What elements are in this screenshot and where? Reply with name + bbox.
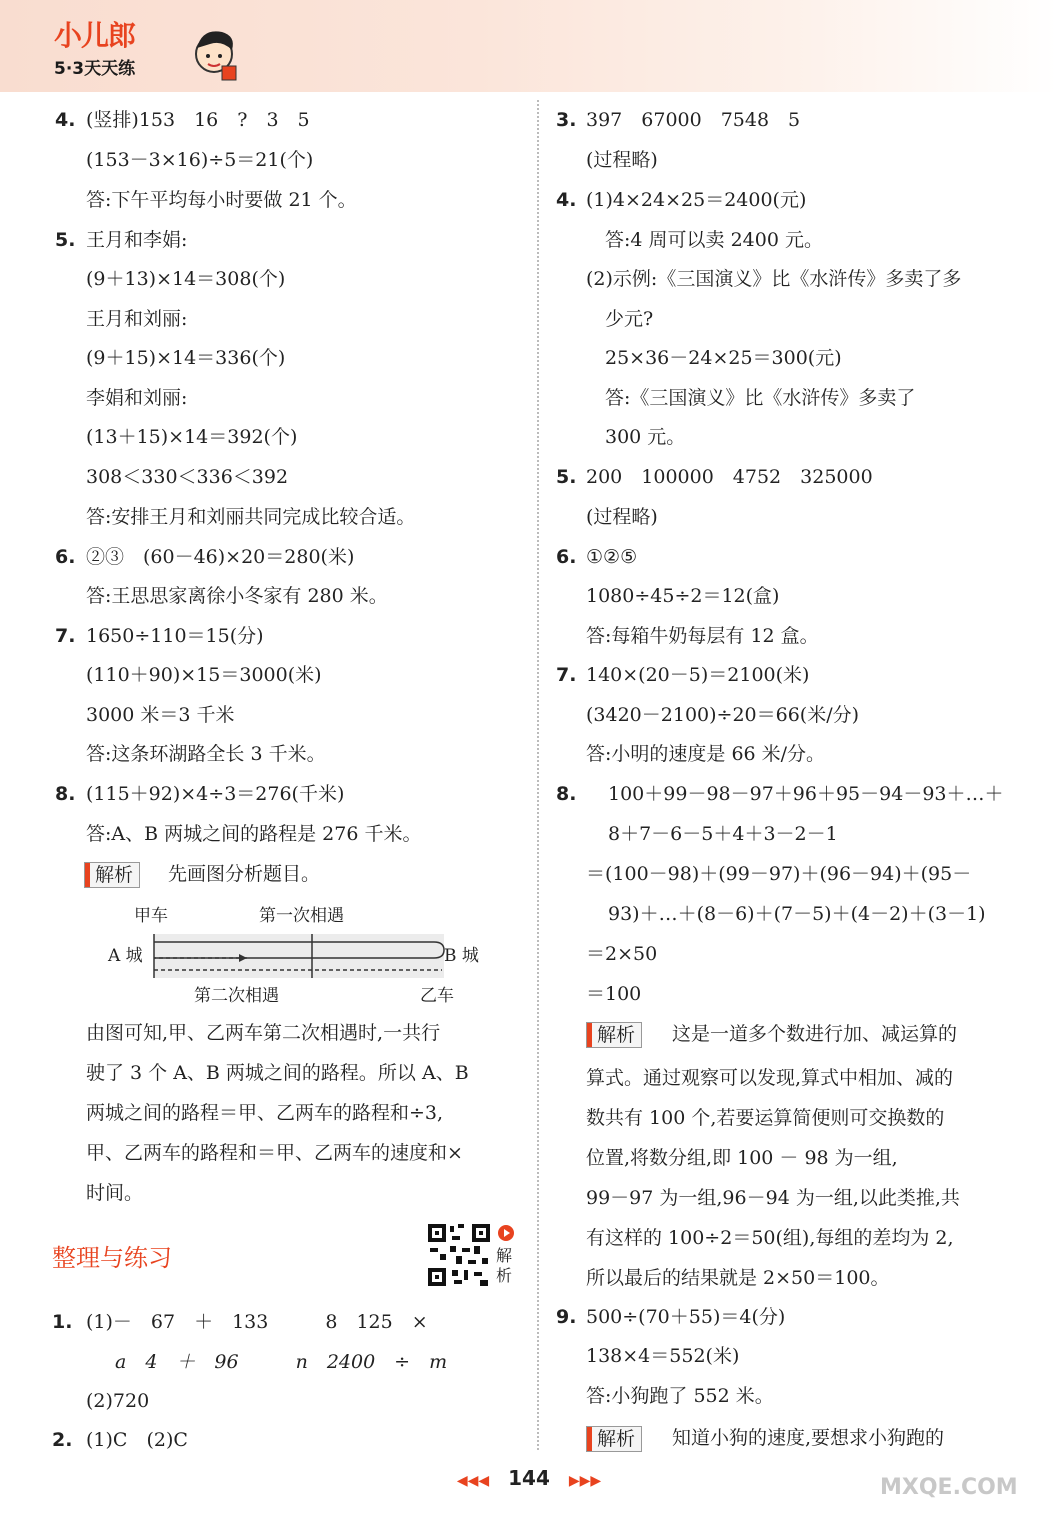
- answer-line: (9＋13)×14＝308(个): [86, 268, 286, 290]
- answer-line: a 4 ＋ 96 n 2400 ÷ m: [115, 1351, 448, 1373]
- answer-line: 93)＋…＋(8－6)＋(7－5)＋(4－2)＋(3－1): [608, 903, 986, 925]
- analysis-line: 时间。: [86, 1182, 144, 1204]
- q8-number: 8.: [556, 783, 577, 805]
- q4-number: 4.: [55, 109, 76, 131]
- answer-line: ＝100: [586, 983, 642, 1005]
- analysis-tag: 解析: [84, 862, 140, 888]
- answer-line: ②③ (60－46)×20＝280(米): [86, 546, 355, 568]
- meeting-diagram: [104, 900, 504, 1010]
- analysis-line: 这是一道多个数进行加、减运算的: [672, 1023, 958, 1045]
- logo-title: 小儿郎: [54, 19, 136, 52]
- analysis-line: 知道小狗的速度,要想求小狗跑的: [672, 1427, 945, 1449]
- mascot-icon: [192, 26, 242, 86]
- answer-line: 少元?: [586, 308, 654, 330]
- q5-number: 5.: [556, 466, 577, 488]
- answer-line: 答:安排王月和刘丽共同完成比较合适。: [86, 506, 416, 528]
- answer-line: 答:《三国演义》比《水浒传》多卖了: [586, 387, 916, 409]
- e1-number: 1.: [52, 1311, 73, 1333]
- answer-line: 397 67000 7548 5: [586, 109, 801, 131]
- answer-line: ＝2×50: [586, 943, 658, 965]
- answer-line: 140×(20－5)＝2100(米): [586, 664, 810, 686]
- analysis-line: 甲、乙两车的路程和＝甲、乙两车的速度和×: [86, 1142, 463, 1164]
- answer-line: 25×36－24×25＝300(元): [586, 347, 842, 369]
- diagram-label-yi: 乙车: [420, 986, 454, 1006]
- answer-line: (3420－2100)÷20＝66(米/分): [586, 704, 860, 726]
- answer-line: 答:这条环湖路全长 3 千米。: [86, 743, 326, 765]
- answer-line: (110＋90)×15＝3000(米): [86, 664, 322, 686]
- analysis-line: 99－97 为一组,96－94 为一组,以此类推,共: [586, 1187, 960, 1209]
- qr-code-icon[interactable]: [426, 1222, 492, 1288]
- answer-line: 李娟和刘丽:: [86, 387, 188, 409]
- route-diagram: [152, 930, 452, 980]
- q7-number: 7.: [55, 625, 76, 647]
- answer-line: 答:王思思家离徐小冬家有 280 米。: [86, 585, 388, 607]
- q4-number: 4.: [556, 189, 577, 211]
- diagram-label-jia: 甲车: [134, 906, 168, 926]
- logo-subtitle: 5·3天天练: [54, 59, 136, 79]
- answer-line: (153－3×16)÷5＝21(个): [86, 149, 314, 171]
- analysis-tag: 解析: [586, 1022, 642, 1048]
- play-icon: [497, 1224, 515, 1242]
- analysis-line: 两城之间的路程＝甲、乙两车的路程和÷3,: [86, 1102, 444, 1124]
- answer-line: 1650÷110＝15(分): [86, 625, 264, 647]
- diagram-label-first: 第一次相遇: [259, 906, 344, 926]
- q8-number: 8.: [55, 783, 76, 805]
- answer-line: 答:小狗跑了 552 米。: [586, 1385, 774, 1407]
- answer-line: 1080÷45÷2＝12(盒): [586, 585, 780, 607]
- answer-line: (9＋15)×14＝336(个): [86, 347, 286, 369]
- answer-line: 300 元。: [586, 426, 686, 448]
- watermark: MXQE.COM: [880, 1475, 1018, 1500]
- answer-line: 王月和李娟:: [86, 229, 188, 251]
- q9-number: 9.: [556, 1306, 577, 1328]
- section-title: 整理与练习: [52, 1244, 172, 1272]
- analysis-intro: 先画图分析题目。: [168, 863, 321, 885]
- analysis-line: 位置,将数分组,即 100 － 98 为一组,: [586, 1147, 898, 1169]
- answer-line: (115＋92)×4÷3＝276(千米): [86, 783, 345, 805]
- answer-line: 答:4 周可以卖 2400 元。: [586, 229, 823, 251]
- answer-line: (2)720: [86, 1390, 150, 1412]
- qr-label: 解析: [496, 1246, 513, 1285]
- analysis-line: 数共有 100 个,若要运算简便则可交换数的: [586, 1107, 945, 1129]
- e2-number: 2.: [52, 1429, 73, 1451]
- q3-number: 3.: [556, 109, 577, 131]
- analysis-line: 有这样的 100÷2＝50(组),每组的差均为 2,: [586, 1227, 954, 1249]
- answer-line: 3000 米＝3 千米: [86, 704, 235, 726]
- answer-line: 答:A、B 两城之间的路程是 276 千米。: [86, 823, 422, 845]
- prev-page-arrows[interactable]: ◀◀◀: [456, 1473, 490, 1489]
- answer-line: 答:小明的速度是 66 米/分。: [586, 743, 826, 765]
- analysis-tag: 解析: [586, 1426, 642, 1452]
- analysis-line: 由图可知,甲、乙两车第二次相遇时,一共行: [86, 1022, 441, 1044]
- answer-line: 500÷(70＋55)＝4(分): [586, 1306, 786, 1328]
- answer-line: 200 100000 4752 325000: [586, 466, 873, 488]
- answer-line: (1)－ 67 ＋ 133 8 125 ×: [86, 1311, 428, 1333]
- answer-line: ①②⑤: [586, 546, 638, 568]
- answer-line: 100＋99－98－97＋96＋95－94－93＋…＋: [608, 783, 1004, 805]
- q7-number: 7.: [556, 664, 577, 686]
- diagram-label-b-city: B 城: [444, 946, 479, 966]
- column-divider: [537, 100, 539, 1450]
- page-number: 144: [508, 1466, 550, 1490]
- answer-line: 答:下午平均每小时要做 21 个。: [86, 189, 357, 211]
- diagram-label-a-city: A 城: [108, 946, 143, 966]
- answer-line: (竖排)153 16 ? 3 5: [86, 109, 310, 131]
- answer-line: (13＋15)×14＝392(个): [86, 426, 298, 448]
- diagram-label-second: 第二次相遇: [194, 986, 279, 1006]
- answer-line: 8＋7－6－5＋4＋3－2－1: [608, 823, 838, 845]
- next-page-arrows[interactable]: ▶▶▶: [568, 1473, 602, 1489]
- answer-line: 138×4＝552(米): [586, 1345, 740, 1367]
- answer-line: (1)4×24×25＝2400(元): [586, 189, 807, 211]
- answer-line: 答:每箱牛奶每层有 12 盒。: [586, 625, 819, 647]
- answer-line: 王月和刘丽:: [86, 308, 188, 330]
- q6-number: 6.: [556, 546, 577, 568]
- analysis-line: 所以最后的结果就是 2×50＝100。: [586, 1267, 890, 1289]
- q5-number: 5.: [55, 229, 76, 251]
- answer-line: ＝(100－98)＋(99－97)＋(96－94)＋(95－: [586, 863, 972, 885]
- answer-line: (过程略): [586, 506, 658, 528]
- analysis-line: 算式。通过观察可以发现,算式中相加、减的: [586, 1067, 954, 1089]
- q6-number: 6.: [55, 546, 76, 568]
- answer-line: (1)C (2)C: [86, 1429, 188, 1451]
- answer-line: 308＜330＜336＜392: [86, 466, 289, 488]
- analysis-line: 驶了 3 个 A、B 两城之间的路程。所以 A、B: [86, 1062, 469, 1084]
- page-header: [0, 0, 1058, 92]
- brand-logo: [52, 14, 202, 84]
- answer-line: (过程略): [586, 149, 658, 171]
- answer-line: (2)示例:《三国演义》比《水浒传》多卖了多: [586, 268, 962, 290]
